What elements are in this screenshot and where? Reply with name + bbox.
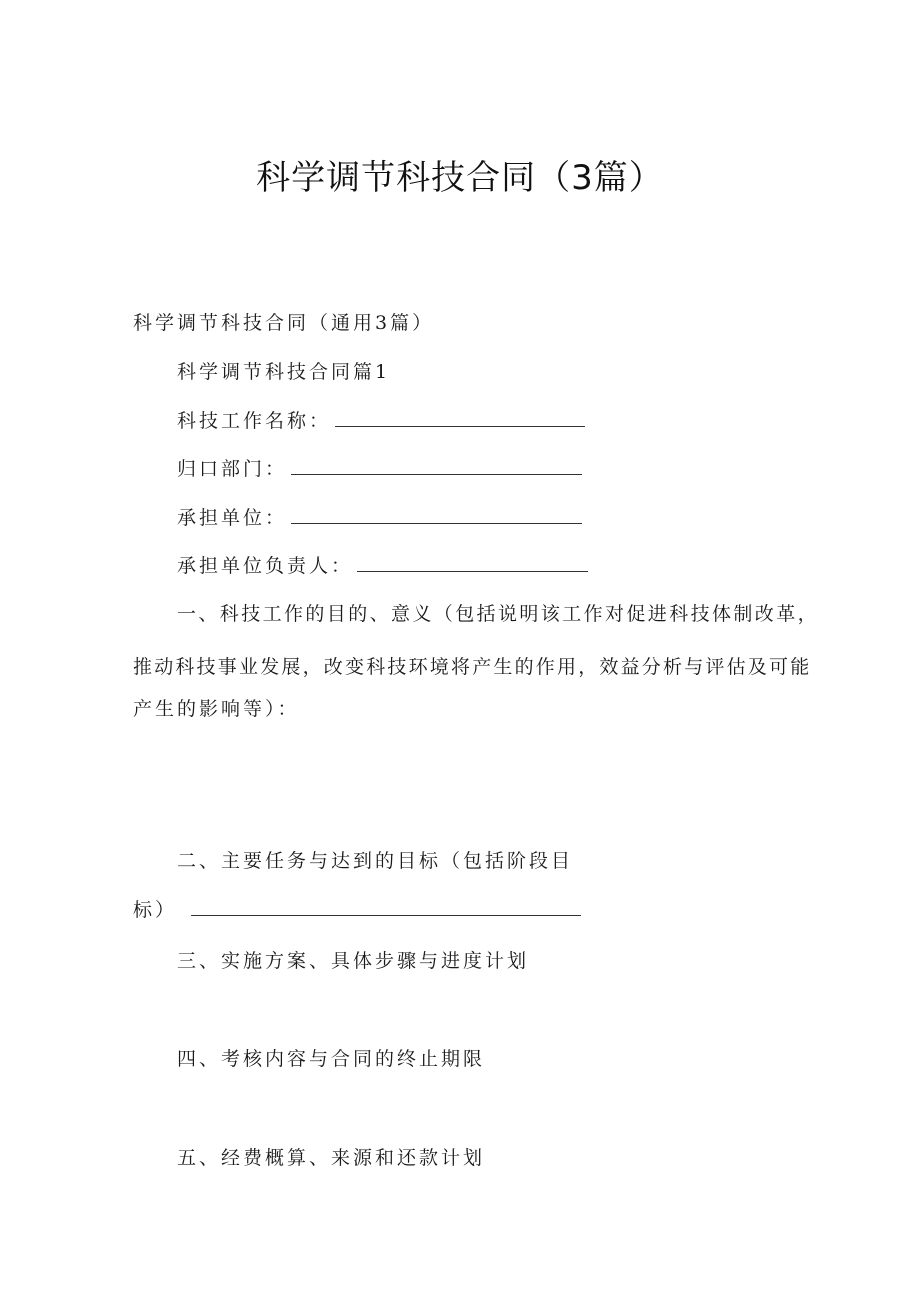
- field-row-unit: [177, 504, 582, 532]
- section-1-line-2: 推动科技事业发展，改变科技环境将产生的作用，效益分析与评估及可能: [133, 656, 812, 678]
- field-row-work-name: [177, 407, 585, 435]
- section-1-line-1: 一、科技工作的目的、意义（包括说明该工作对促进科技体制改革，: [177, 603, 820, 625]
- section-4-heading: 四、考核内容与合同的终止期限: [177, 1048, 486, 1070]
- field-label: 承担单位负责人：: [177, 555, 354, 577]
- field-blank-line[interactable]: [335, 408, 585, 427]
- field-blank-line[interactable]: [291, 456, 582, 475]
- field-label: 科技工作名称：: [177, 410, 332, 432]
- field-label: 归口部门：: [177, 458, 288, 480]
- document-title: 科学调节科技合同（3篇）: [256, 158, 664, 198]
- section-2-line-1: 二、主要任务与达到的目标（包括阶段目: [177, 850, 574, 872]
- section-5-heading: 五、经费概算、来源和还款计划: [177, 1147, 486, 1169]
- part-heading: 科学调节科技合同篇1: [177, 361, 391, 383]
- document-subtitle: 科学调节科技合同（通用3篇）: [133, 312, 435, 334]
- section-2-line-2: [133, 896, 581, 924]
- section-2-continuation: 标）: [133, 899, 178, 921]
- field-row-department: [177, 455, 582, 483]
- section-3-heading: 三、实施方案、具体步骤与进度计划: [177, 950, 530, 972]
- field-blank-line[interactable]: [357, 553, 588, 572]
- section-1-line-3: 产生的影响等）：: [133, 698, 300, 720]
- field-blank-line[interactable]: [291, 505, 582, 524]
- field-label: 承担单位：: [177, 507, 288, 529]
- field-blank-line[interactable]: [191, 897, 581, 916]
- field-row-unit-leader: [177, 552, 588, 580]
